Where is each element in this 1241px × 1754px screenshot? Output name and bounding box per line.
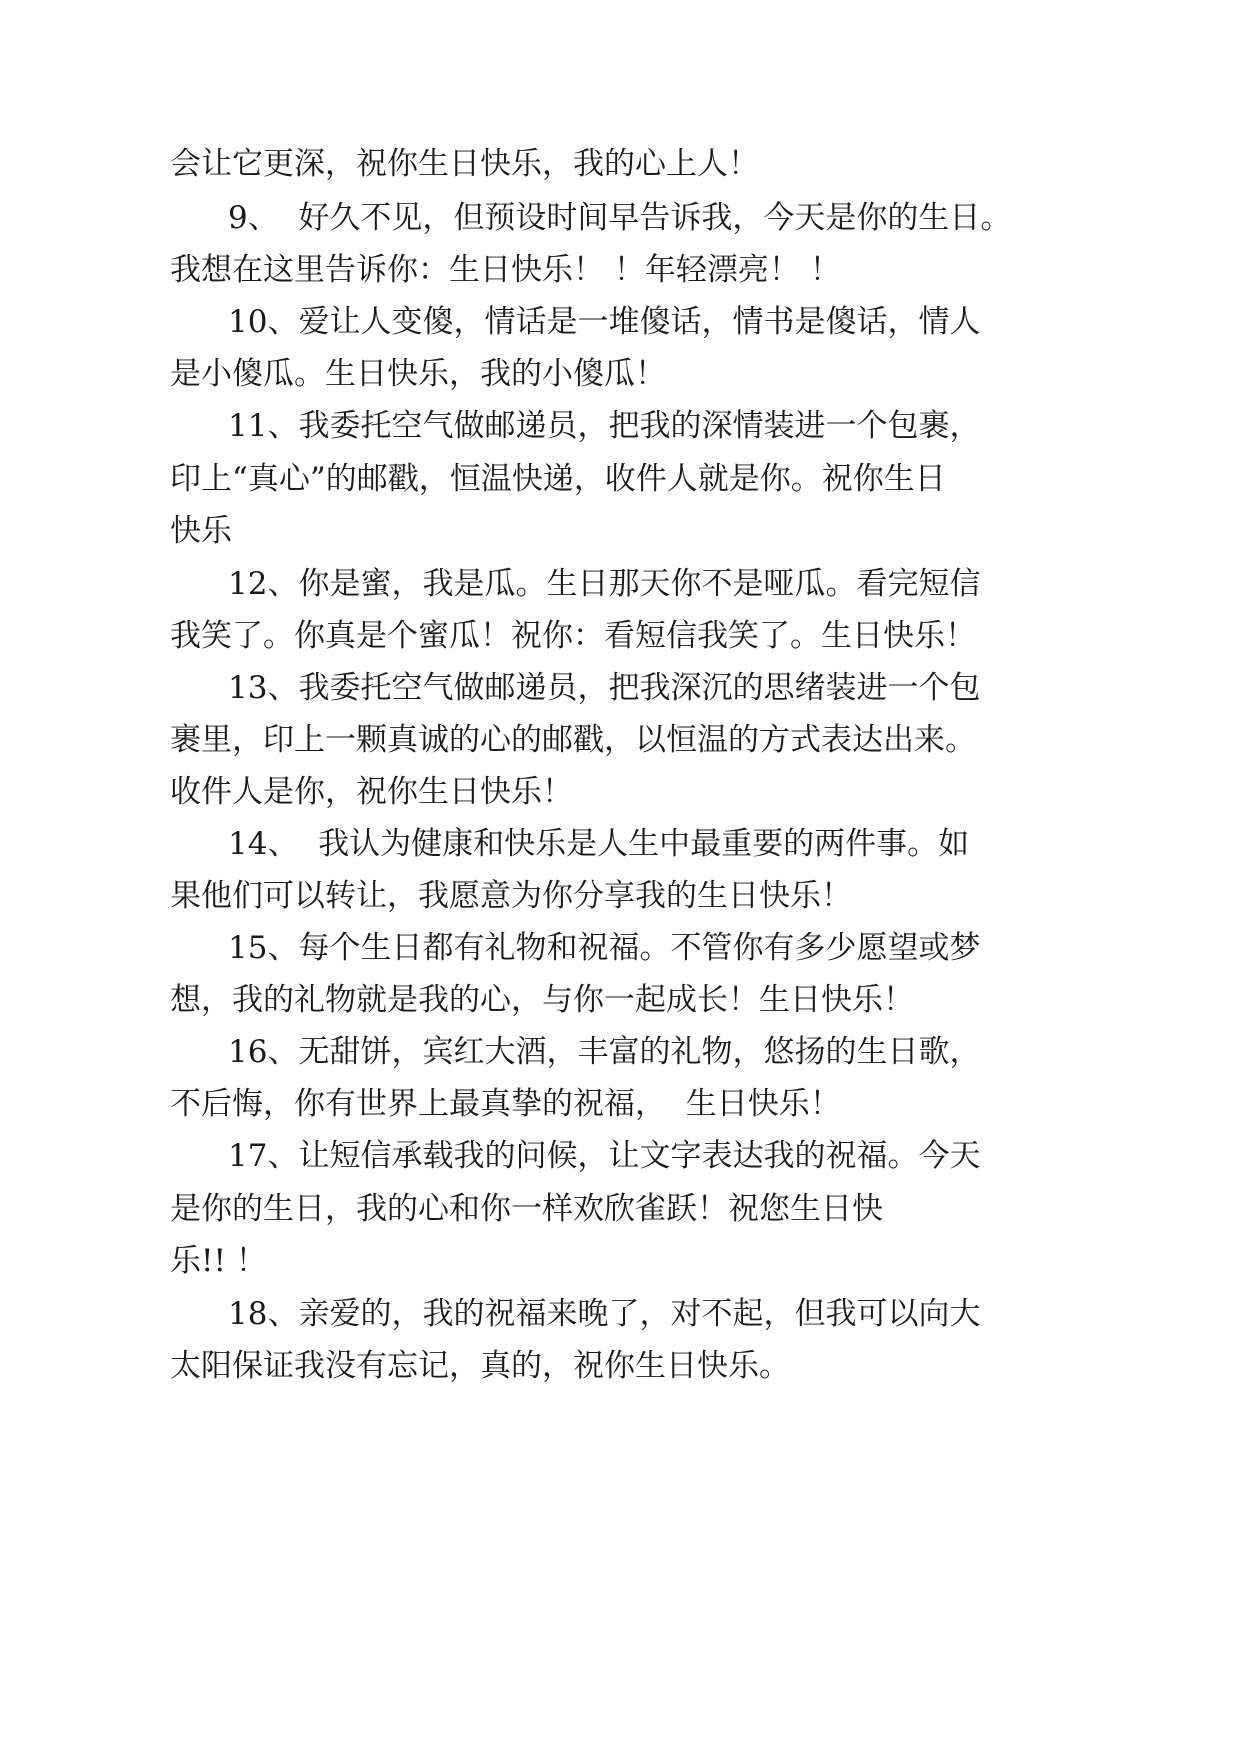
text-line: 印上“真心”的邮戳，恒温快递，收件人就是你。祝你生日 [170, 461, 946, 497]
text-line: 不后悔，你有世界上最真挚的祝福， 生日快乐！ [170, 1086, 841, 1122]
text-line: 太阳保证我没有忘记，真的，祝你生日快乐。 [170, 1348, 790, 1384]
text-line: 17、让短信承载我的问候，让文字表达我的祝福。今天 [228, 1138, 981, 1174]
text-line: 13、我委托空气做邮递员，把我深沉的思绪装进一个包 [228, 670, 981, 706]
text-line: 是小傻瓜。生日快乐，我的小傻瓜！ [170, 356, 666, 392]
text-line: 乐!! ！ [170, 1243, 267, 1279]
text-line: 9、 好久不见，但预设时间早告诉我，今天是你的生日。 [228, 200, 1012, 236]
text-line: 14、 我认为健康和快乐是人生中最重要的两件事。如 [228, 826, 970, 862]
text-line: 16、无甜饼，宾红大酒，丰富的礼物，悠扬的生日歌， [228, 1034, 981, 1070]
text-line: 快乐 [170, 513, 232, 549]
text-line: 15、每个生日都有礼物和祝福。不管你有多少愿望或梦 [228, 930, 981, 966]
text-line: 会让它更深，祝你生日快乐，我的心上人！ [170, 146, 759, 182]
text-line: 想，我的礼物就是我的心，与你一起成长！生日快乐！ [170, 982, 914, 1018]
text-line: 果他们可以转让，我愿意为你分享我的生日快乐！ [170, 878, 852, 914]
text-line: 收件人是你，祝你生日快乐！ [170, 774, 573, 810]
text-line: 10、爱让人变傻，情话是一堆傻话，情书是傻话，情人 [228, 304, 981, 340]
text-line: 18、亲爱的，我的祝福来晚了，对不起，但我可以向大 [228, 1296, 981, 1332]
text-line: 我想在这里告诉你：生日快乐！ ！年轻漂亮！ ！ [170, 252, 841, 288]
text-line: 裹里，印上一颗真诚的心的邮戳，以恒温的方式表达出来。 [170, 722, 976, 758]
text-line: 12、你是蜜，我是瓜。生日那天你不是哑瓜。看完短信 [228, 566, 981, 602]
text-line: 11、我委托空气做邮递员，把我的深情装进一个包裹， [228, 408, 981, 444]
text-line: 我笑了。你真是个蜜瓜！祝你：看短信我笑了。生日快乐！ [170, 618, 976, 654]
text-line: 是你的生日，我的心和你一样欢欣雀跃！祝您生日快 [170, 1191, 883, 1227]
